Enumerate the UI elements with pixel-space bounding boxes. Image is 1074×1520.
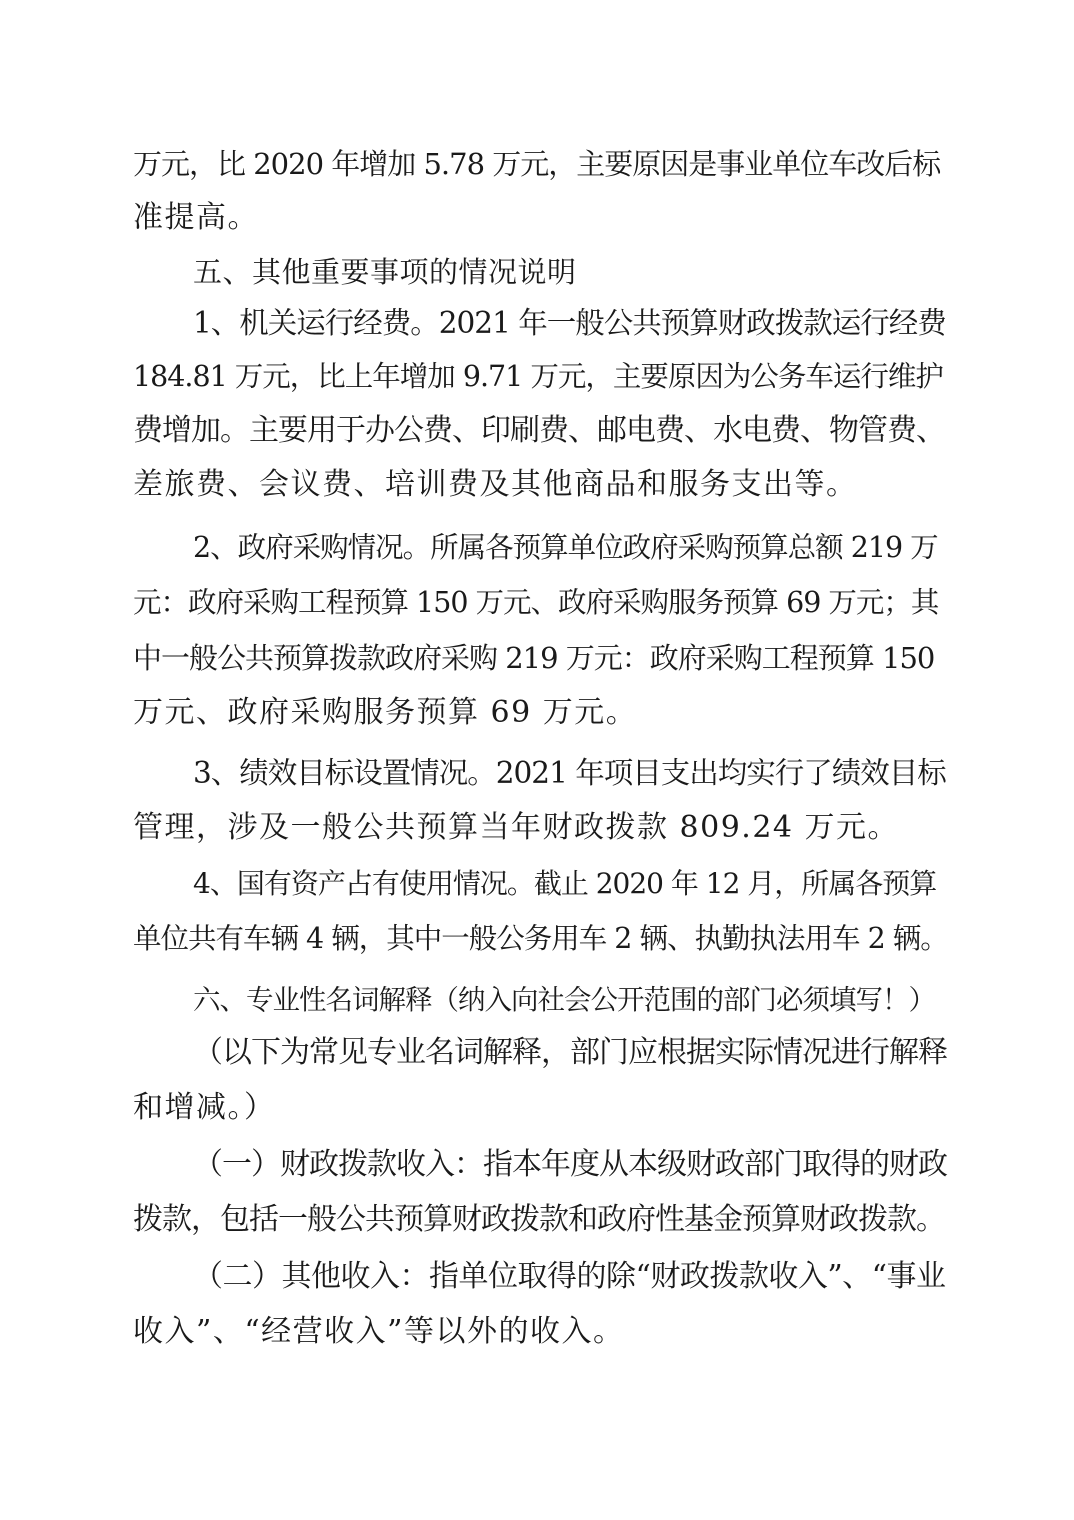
- paragraph-line: 费增加。主要用于办公费、印刷费、邮电费、水电费、物管费、: [133, 413, 945, 448]
- paragraph-line: 拨款，包括一般公共预算财政拨款和政府性基金预算财政拨款。: [133, 1202, 945, 1237]
- paragraph-line: 万元，比 2020 年增加 5.78 万元，主要原因是事业单位车改后标: [133, 147, 941, 181]
- paragraph-line: 中一般公共预算拨款政府采购 219 万元：政府采购工程预算 150: [133, 641, 935, 675]
- section-heading: 五、其他重要事项的情况说明: [193, 255, 577, 289]
- paragraph-line: 2、政府采购情况。所属各预算单位政府采购预算总额 219 万: [193, 531, 938, 564]
- paragraph-line: 4、国有资产占有使用情况。截止 2020 年 12 月，所属各预算: [193, 867, 937, 900]
- paragraph-line: 元：政府采购工程预算 150 万元、政府采购服务预算 69 万元；其: [133, 586, 939, 619]
- paragraph-line: （以下为常见专业名词解释，部门应根据实际情况进行解释: [193, 1035, 947, 1070]
- paragraph-line: 准提高。: [133, 200, 259, 235]
- paragraph-line: 3、绩效目标设置情况。2021 年项目支出均实行了绩效目标: [193, 756, 946, 790]
- paragraph-line: 1、机关运行经费。2021 年一般公共预算财政拨款运行经费: [193, 306, 946, 340]
- paragraph-line: 差旅费、会议费、培训费及其他商品和服务支出等。: [133, 467, 858, 502]
- paragraph-line: （二）其他收入：指单位取得的除“财政拨款收入”、“事业: [193, 1259, 946, 1294]
- paragraph-line: 管理，涉及一般公共预算当年财政拨款 809.24 万元。: [133, 810, 900, 845]
- paragraph-line: 和增减。）: [133, 1090, 276, 1125]
- paragraph-line: 184.81 万元，比上年增加 9.71 万元，主要原因为公务车运行维护: [133, 360, 943, 393]
- paragraph-line: 万元、政府采购服务预算 69 万元。: [133, 695, 638, 730]
- paragraph-line: 单位共有车辆 4 辆，其中一般公务用车 2 辆、执勤执法用车 2 辆。: [133, 922, 948, 955]
- section-heading: 六、专业性名词解释（纳入向社会公开范围的部门必须填写！）: [193, 984, 935, 1016]
- paragraph-line: （一）财政拨款收入：指本年度从本级财政部门取得的财政: [193, 1147, 947, 1182]
- paragraph-line: 收入”、“经营收入”等以外的收入。: [133, 1314, 625, 1349]
